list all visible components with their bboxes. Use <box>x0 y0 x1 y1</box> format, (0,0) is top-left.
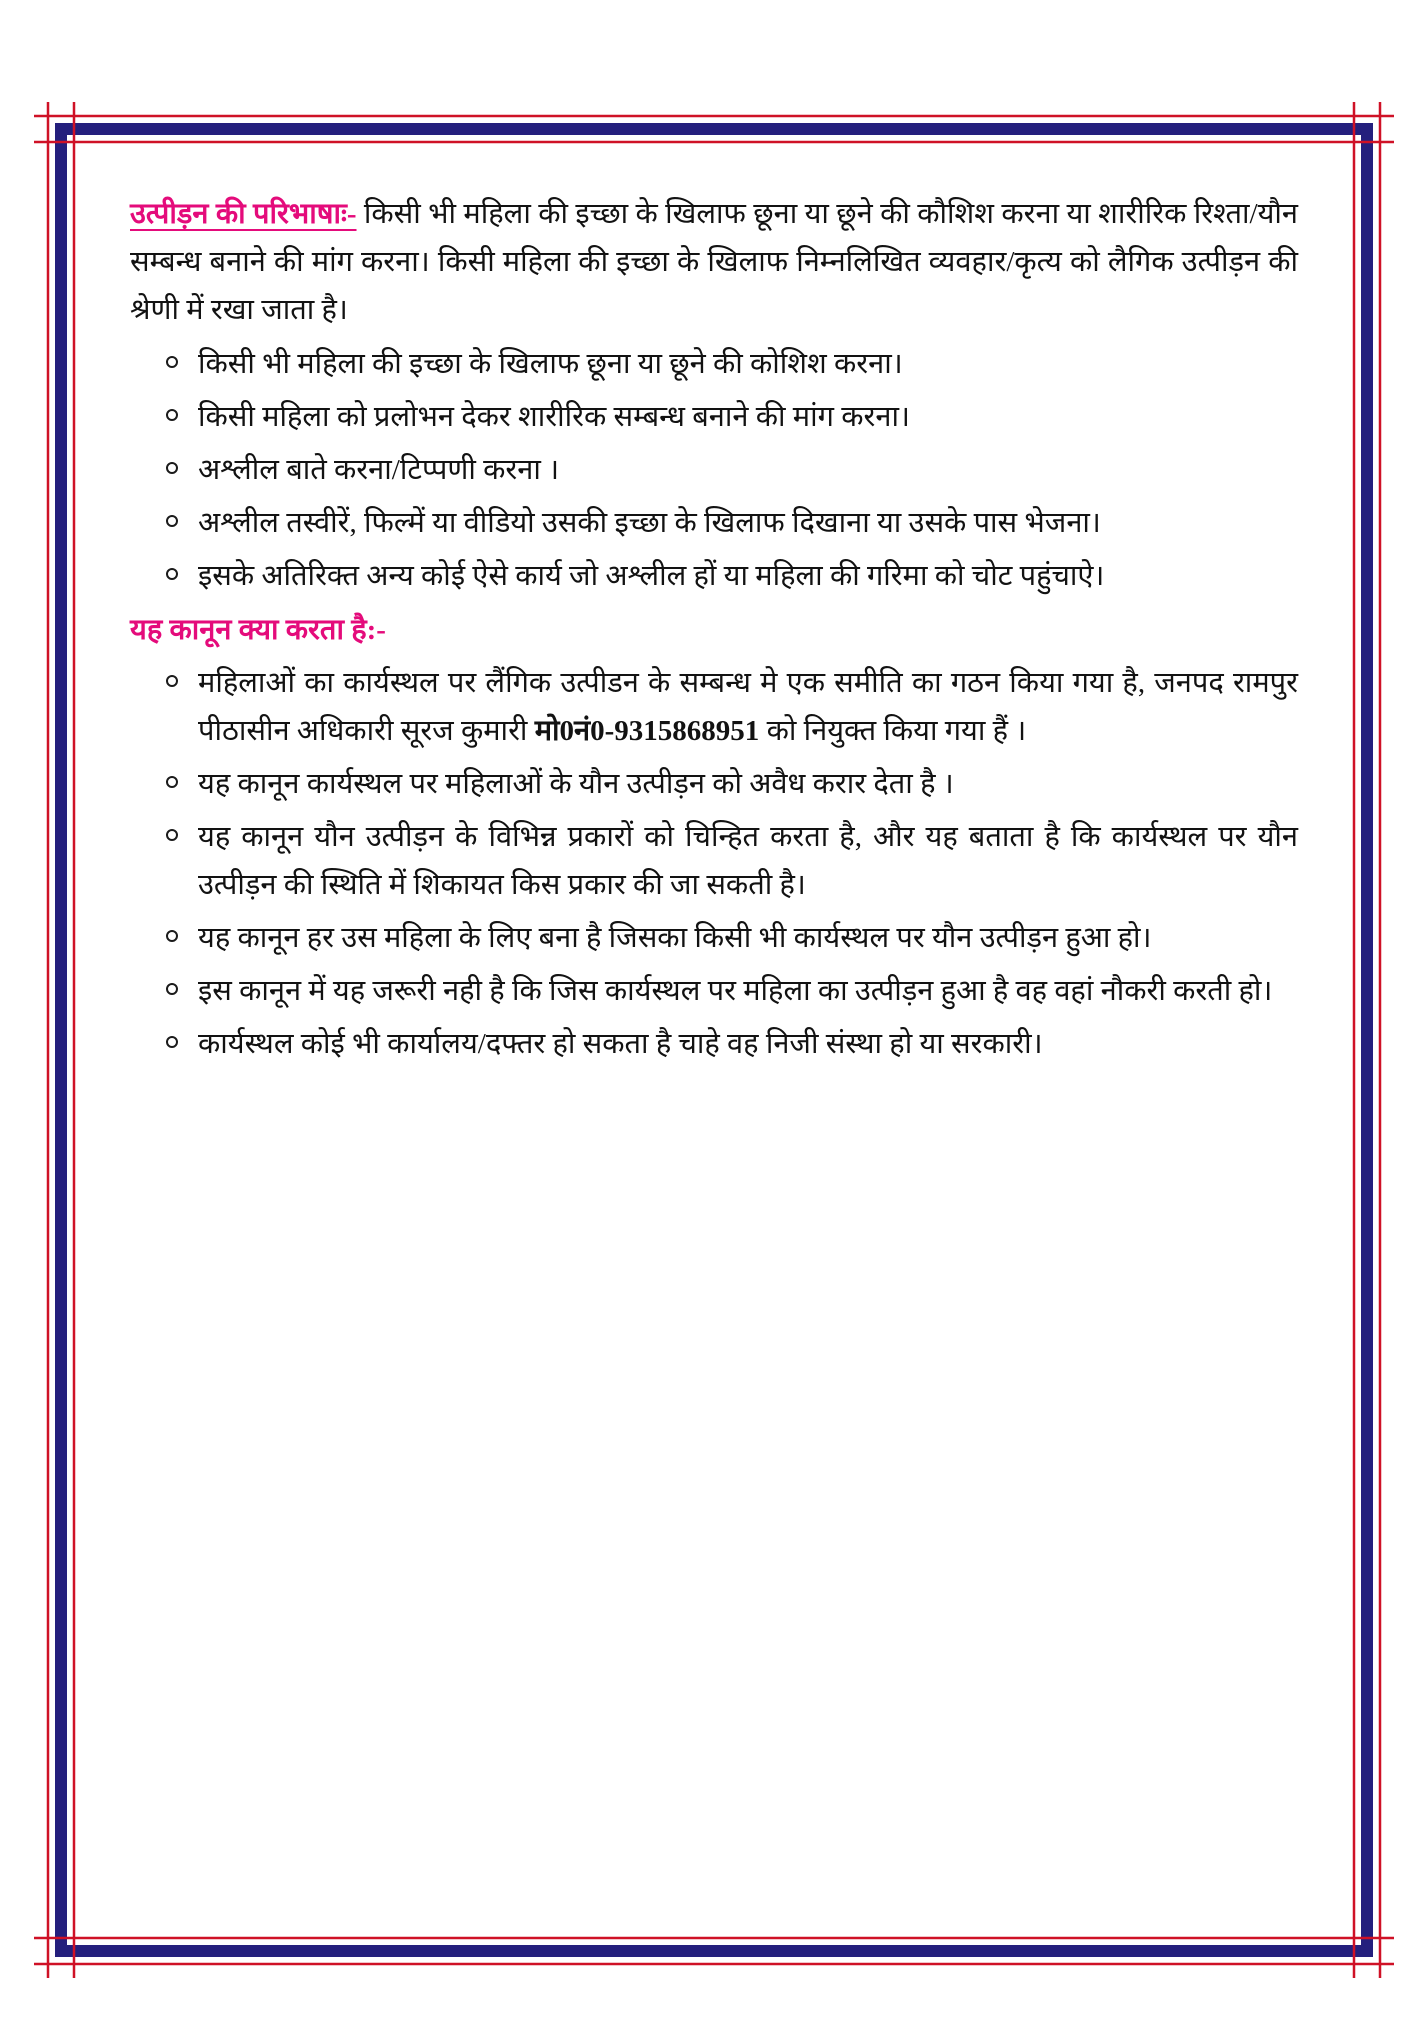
document-content <box>130 190 1298 1074</box>
list-item-text: अश्लील बाते करना/टिप्पणी करना । <box>198 454 560 486</box>
list-item-text: यह कानून कार्यस्थल पर महिलाओं के यौन उत्पीड़न को अवैध करार देता है । <box>198 768 954 800</box>
law-bullet-list <box>130 659 1298 1068</box>
list-item <box>166 813 1298 909</box>
list-item-text: अश्लील तस्वीरें, फिल्में या वीडियो उसकी इच्छा के खिलाफ दिखाना या उसके पास भेजना। <box>198 507 1101 539</box>
bullet-icon <box>166 1036 178 1048</box>
bullet-icon <box>166 829 178 841</box>
definition-bullet-list <box>130 340 1298 600</box>
list-item <box>166 499 1298 547</box>
list-item <box>166 914 1298 962</box>
list-item-text: किसी भी महिला की इच्छा के खिलाफ छूना या छूने की कोशिश करना। <box>198 348 903 380</box>
law-section-heading: यह कानून क्या करता है:- <box>130 614 386 646</box>
list-item-text: इसके अतिरिक्त अन्य कोई ऐसे कार्य जो अश्लील हों या महिला की गरिमा को चोट पहुंचाऐ। <box>198 560 1105 592</box>
list-item-text: कार्यस्थल कोई भी कार्यालय/दफ्तर हो सकता है चाहे वह निजी संस्था हो या सरकारी। <box>198 1028 1043 1060</box>
bullet-icon <box>166 356 178 368</box>
list-item <box>166 393 1298 441</box>
bullet-icon <box>166 515 178 527</box>
list-item <box>166 446 1298 494</box>
bullet-icon <box>166 409 178 421</box>
bullet-icon <box>166 930 178 942</box>
list-item <box>166 967 1298 1015</box>
list-item-text: किसी महिला को प्रलोभन देकर शारीरिक सम्बन्ध बनाने की मांग करना। <box>198 401 910 433</box>
list-item <box>166 552 1298 600</box>
definition-intro-text: किसी भी महिला की इच्छा के खिलाफ छूना या छूने की कौशिश करना या शारीरिक रिश्ता/यौन सम्बन्ध बनाने की मांग करना। किसी महिला की इच्छा के खिलाफ निम्नलिखित व्यवहार/कृत्य को लैगिक उत्पीड़न की श्रेणी में रखा जाता है। <box>130 198 1299 326</box>
list-item <box>166 340 1298 388</box>
list-item <box>166 760 1298 808</box>
list-item <box>166 659 1298 755</box>
committee-text-tail: को नियुक्त किया गया हैं । <box>759 715 1027 747</box>
list-item-text: इस कानून में यह जरूरी नही है कि जिस कार्यस्थल पर महिला का उत्पीड़न हुआ है वह वहां नौकरी करती हो। <box>198 975 1273 1007</box>
list-item <box>166 1020 1298 1068</box>
phone-number: मो0नं0-9315868951 <box>534 715 760 747</box>
definition-heading: उत्पीड़न की परिभाषाः- <box>130 198 357 230</box>
bullet-icon <box>166 675 178 687</box>
bullet-icon <box>166 983 178 995</box>
bullet-icon <box>166 776 178 788</box>
list-item-text: यह कानून यौन उत्पीड़न के विभिन्न प्रकारों को चिन्हित करता है, और यह बताता है कि कार्यस्थल पर यौन उत्पीड़न की स्थिति में शिकायत किस प्रकार की जा सकती है। <box>198 821 1298 901</box>
list-item-text <box>198 667 1298 747</box>
bullet-icon <box>166 568 178 580</box>
bullet-icon <box>166 462 178 474</box>
list-item-text: यह कानून हर उस महिला के लिए बना है जिसका किसी भी कार्यस्थल पर यौन उत्पीड़न हुआ हो। <box>198 922 1152 954</box>
committee-text: महिलाओं का कार्यस्थल पर लैंगिक उत्पीडन के सम्बन्ध मे एक समीति का गठन किया गया है, जनपद रामपुर पीठासीन अधिकारी सूरज कुमारी <box>198 667 1298 747</box>
definition-paragraph <box>130 190 1298 334</box>
